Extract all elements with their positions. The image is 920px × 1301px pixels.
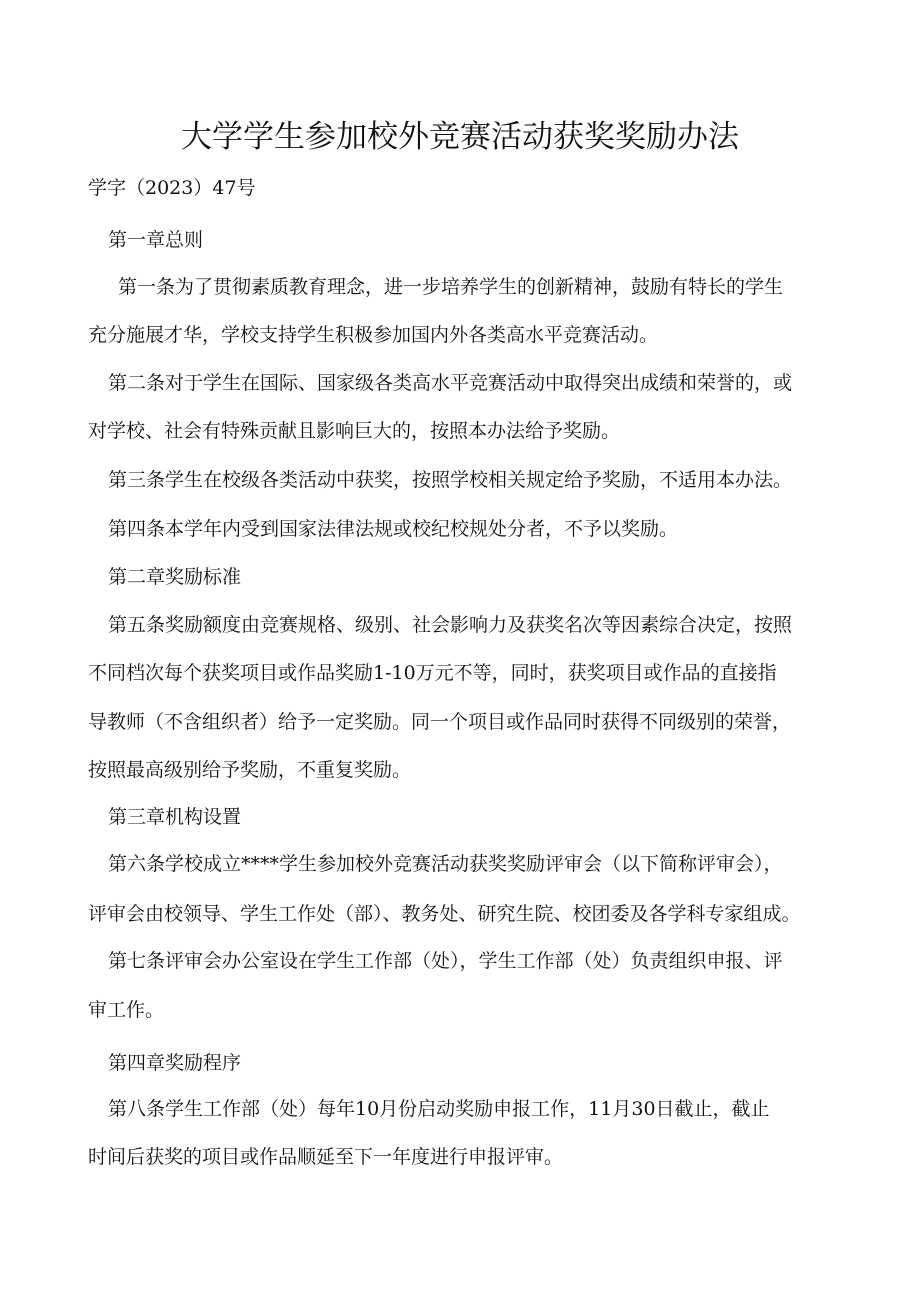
paragraph-line: 第二条对于学生在国际、国家级各类高水平竞赛活动中取得突出成绩和荣誉的，或 [108,372,793,394]
document-title: 大学学生参加校外竞赛活动获奖奖励办法 [181,119,739,155]
paragraph-line: 第八条学生工作部（处）每年10月份启动奖励申报工作，11月30日截止，截止 [108,1098,770,1120]
paragraph-line: 对学校、社会有特殊贡献且影响巨大的，按照本办法给予奖励。 [88,420,621,442]
paragraph-line: 第五条奖励额度由竞赛规格、级别、社会影响力及获奖名次等因素综合决定，按照 [108,614,793,636]
document-number: 学字（2023）47号 [88,177,256,199]
paragraph-line: 审工作。 [88,999,165,1021]
paragraph-line: 评审会由校领导、学生工作处（部）、教务处、研究生院、校团委及各学科专家组成。 [88,903,801,925]
paragraph-line: 第四条本学年内受到国家法律法规或校纪校规处分者，不予以奖励。 [108,518,679,540]
chapter-heading: 第三章机构设置 [108,806,242,828]
paragraph-line: 第六条学校成立****学生参加校外竞赛活动获奖奖励评审会（以下简称评审会）， [108,853,783,875]
paragraph-line: 充分施展才华，学校支持学生积极参加国内外各类高水平竞赛活动。 [88,324,659,346]
paragraph-line: 第七条评审会办公室设在学生工作部（处），学生工作部（处）负责组织申报、评 [108,950,783,972]
paragraph-line: 按照最高级别给予奖励，不重复奖励。 [88,759,412,781]
paragraph-line: 第三条学生在校级各类活动中获奖，按照学校相关规定给予奖励，不适用本办法。 [108,469,793,491]
paragraph-line: 第一条为了贯彻素质教育理念，进一步培养学生的创新精神，鼓励有特长的学生 [118,276,784,298]
paragraph-line: 不同档次每个获奖项目或作品奖励1-10万元不等，同时，获奖项目或作品的直接指 [88,662,777,684]
chapter-heading: 第二章奖励标准 [108,566,242,588]
chapter-heading: 第一章总则 [108,229,204,251]
paragraph-line: 导教师（不含组织者）给予一定奖励。同一个项目或作品同时获得不同级别的荣誉， [88,711,792,733]
paragraph-line: 时间后获奖的项目或作品顺延至下一年度进行申报评审。 [88,1146,564,1168]
chapter-heading: 第四章奖励程序 [108,1052,242,1074]
